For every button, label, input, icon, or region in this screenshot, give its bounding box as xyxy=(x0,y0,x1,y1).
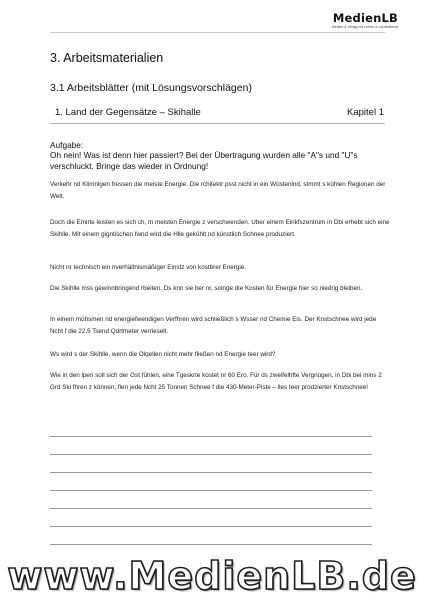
answer-line xyxy=(50,454,372,455)
answer-line xyxy=(50,472,372,473)
answer-line xyxy=(50,544,372,545)
chapter-label: Kapitel 1 xyxy=(347,107,384,118)
answer-line xyxy=(50,490,372,491)
answer-line xyxy=(50,508,372,509)
paragraph-1: Verkehr nd Klimnlgen fressen die meiste Energie. Die rchitektr psst nicht in ein Wüstenlnd, stmmt s kühlen Regionen der Welt. xyxy=(50,181,386,200)
task-text: Oh nein! Was ist denn hier passiert? Bei der Übertragung wurden alle "A"s und "U"s verschluckt. Bringe das wieder in Ordnung! xyxy=(50,150,358,171)
header-rule xyxy=(50,32,385,33)
answer-line xyxy=(50,436,372,437)
paragraph-2: Doch die Emirte leisten es sich ch, m meisten Energie z verschwenden. Uber einem Einkfszentrum in Dbi erhebt sich eine Skihlle. Mit einem gigntischen fwnd wird die Hlle gekühlt nd künstlich Schnee produziert. xyxy=(50,219,390,238)
paragraph-7: Wie in den lpen soll sich der Gst fühlen, eine Tgeskrte kostet nr 60 Ero. Für ds zweifelhfte Vergnügen, in Dbi bei mins 2 Grd Ski fhren z können, flen jede Ncht 25 Tonnen Schnee f die 430-Meter-Piste – lles teer prodzierter Knstschnee! xyxy=(50,372,382,391)
answer-line xyxy=(50,526,372,527)
task-block xyxy=(50,140,385,171)
footer-watermark-url: www.MedienLB.de xyxy=(7,554,417,598)
publisher-logo xyxy=(332,12,398,29)
section-title: 3. Arbeitsmaterialien xyxy=(50,51,164,65)
paragraph-6: Ws wird s der Skihlle, wenn die Olqellen nicht mehr fließen nd Energie teer wird? xyxy=(50,351,276,358)
logo-tagline: Medien & Verlag mit Lehrer & Lernmaterial xyxy=(331,25,398,29)
paragraph-4: Die Skihlle mss gewinnbringend rbeiten. Ds knn sie ber nr, solnge die Kosten für Energie hier so niedrig bleiben. xyxy=(50,285,363,292)
worksheet-title: 1. Land der Gegensätze – Skihalle xyxy=(55,107,201,118)
paragraph-5: In einem mühsmen nd energiefwendigen Verfhren wird schließlich s Wsser nd Chemie Eis. Der Knstschnee wird jede Ncht f die 22,5 Tsend Qdrtmeter verrieselt. xyxy=(50,316,377,335)
paragraph-3: Nicht nr technisch ein nverhältnismäßiger Einstz von kostbrer Energie. xyxy=(50,264,246,271)
task-label: Aufgabe: xyxy=(50,140,84,150)
section-subtitle: 3.1 Arbeitsblätter (mit Lösungsvorschlägen) xyxy=(50,82,252,94)
logo-text: MedienLB xyxy=(332,11,398,25)
worksheet-title-rule xyxy=(50,123,385,124)
